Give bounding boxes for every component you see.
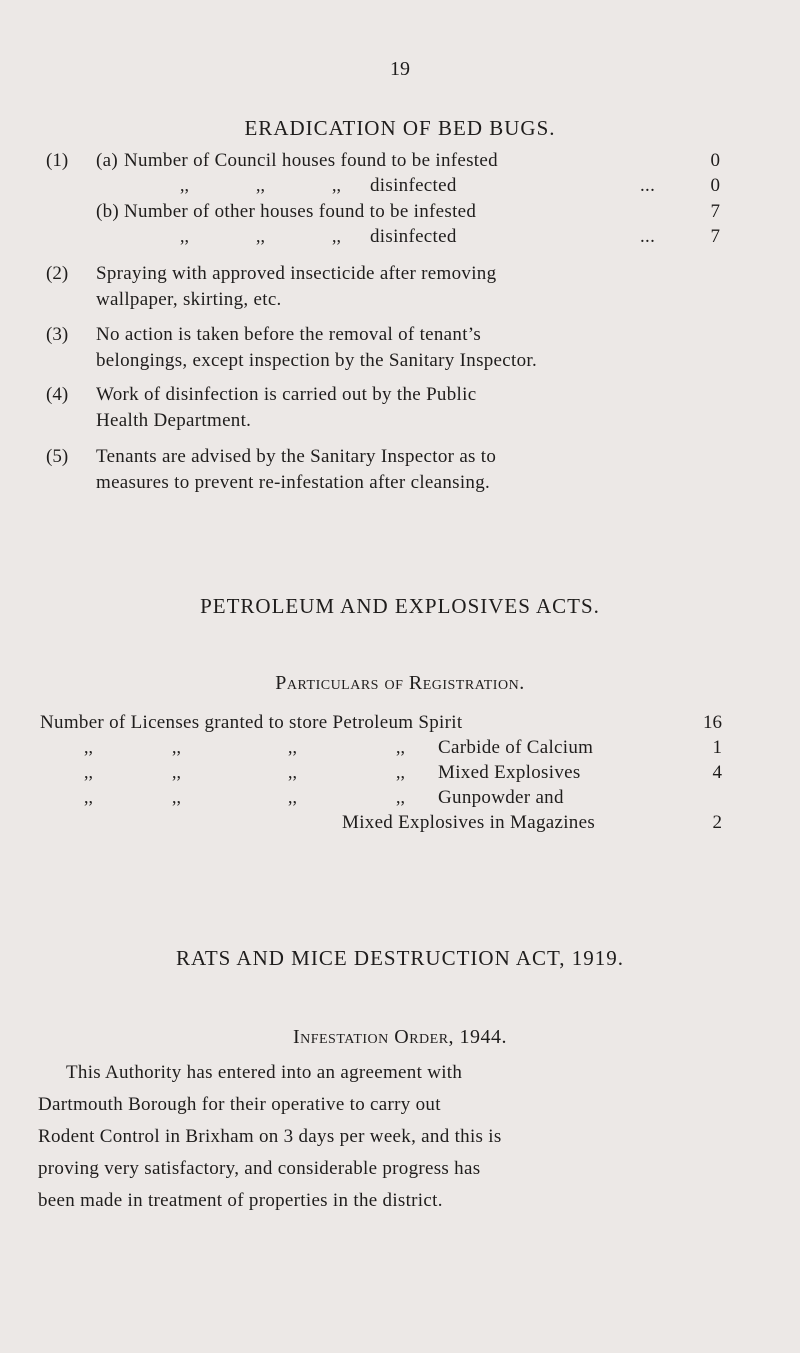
ditto-mark: ,, xyxy=(288,737,297,757)
ditto-mark: ,, xyxy=(84,762,93,782)
license-row-value: 1 xyxy=(712,737,722,758)
ditto-mark: ,, xyxy=(396,762,405,782)
ditto-mark: ,, xyxy=(256,226,265,246)
ditto-mark: ,, xyxy=(332,226,341,246)
license-row-value: 2 xyxy=(712,812,722,833)
item-text-line: Work of disinfection is carried out by the Public xyxy=(96,384,477,405)
item-text-line: Tenants are advised by the Sanitary Inspector as to xyxy=(96,446,497,467)
ditto-mark: ,, xyxy=(288,762,297,782)
section-title-rats: RATS AND MICE DESTRUCTION ACT, 1919. xyxy=(175,946,625,970)
row-value: 0 xyxy=(710,150,720,171)
ditto-mark: ,, xyxy=(396,737,405,757)
ditto-mark: ,, xyxy=(172,787,181,807)
ditto-mark: ,, xyxy=(288,787,297,807)
ditto-mark: ,, xyxy=(332,175,341,195)
license-row-value: 4 xyxy=(712,762,722,783)
paragraph-line: proving very satisfactory, and considerable progress has xyxy=(38,1158,481,1179)
row-prefix: (a) xyxy=(96,150,118,171)
license-row-text: Mixed Explosives xyxy=(438,762,581,783)
ditto-mark: ,, xyxy=(180,175,189,195)
ditto-mark: ,, xyxy=(84,737,93,757)
row-text: disinfected xyxy=(370,226,457,247)
license-row-text: Carbide of Calcium xyxy=(438,737,594,758)
license-row-value: 16 xyxy=(703,712,722,733)
item-marker: (1) xyxy=(46,150,69,171)
page-number: 19 xyxy=(390,58,410,80)
license-row-text: Gunpowder and xyxy=(438,787,564,808)
ditto-mark: ,, xyxy=(172,737,181,757)
ditto-mark: ,, xyxy=(172,762,181,782)
item-text-line: No action is taken before the removal of tenant’s xyxy=(96,324,482,345)
license-row-text: Mixed Explosives in Magazines xyxy=(342,812,596,833)
ditto-mark: ,, xyxy=(256,175,265,195)
ditto-mark: ,, xyxy=(396,787,405,807)
ditto-mark: ,, xyxy=(84,787,93,807)
item-text-line: wallpaper, skirting, etc. xyxy=(96,289,282,310)
row-text: disinfected xyxy=(370,175,457,196)
leader-dots: ... xyxy=(640,226,656,247)
ditto-mark: ,, xyxy=(180,226,189,246)
paragraph-line: This Authority has entered into an agreement with xyxy=(66,1062,463,1083)
item-text-line: Spraying with approved insecticide after removing xyxy=(96,263,497,284)
section-title-bed-bugs: ERADICATION OF BED BUGS. xyxy=(244,116,556,140)
section-subtitle-registration: Particulars of Registration. xyxy=(275,672,525,694)
row-value: 7 xyxy=(710,226,720,247)
row-prefix: (b) xyxy=(96,201,120,222)
row-value: 0 xyxy=(710,175,720,196)
leader-dots: ... xyxy=(640,175,656,196)
item-marker: (4) xyxy=(46,384,69,405)
license-row-text: Number of Licenses granted to store Petroleum Spirit xyxy=(40,712,463,733)
row-text: Number of other houses found to be infested xyxy=(124,201,477,222)
item-marker: (5) xyxy=(46,446,69,467)
paragraph-line: been made in treatment of properties in the district. xyxy=(38,1190,443,1211)
item-marker: (3) xyxy=(46,324,69,345)
item-text-line: Health Department. xyxy=(96,410,252,431)
item-text-line: measures to prevent re-infestation after cleansing. xyxy=(96,472,491,493)
section-title-petroleum: PETROLEUM AND EXPLOSIVES ACTS. xyxy=(200,594,600,618)
item-text-line: belongings, except inspection by the Sanitary Inspector. xyxy=(96,350,538,371)
paragraph-line: Dartmouth Borough for their operative to carry out xyxy=(38,1094,441,1115)
row-value: 7 xyxy=(710,201,720,222)
row-text: Number of Council houses found to be infested xyxy=(124,150,498,171)
paragraph-line: Rodent Control in Brixham on 3 days per week, and this is xyxy=(38,1126,502,1147)
section-subtitle-infestation-order: Infestation Order, 1944. xyxy=(292,1026,508,1048)
item-marker: (2) xyxy=(46,263,69,284)
